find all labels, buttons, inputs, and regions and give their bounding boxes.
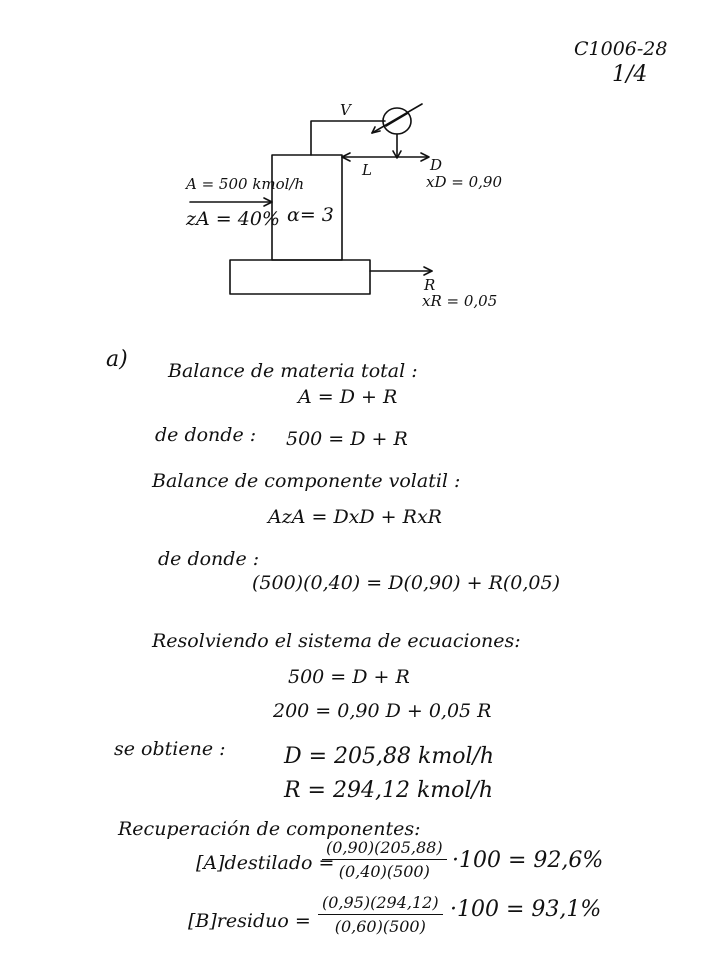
alpha-label: α= 3 [287,204,334,226]
recovery-a-label: [A]destilado = [196,852,335,874]
total-balance-title: Balance de materia total : [168,360,418,382]
result-d: D = 205,88 kmol/h [284,744,495,769]
volatile-balance-title: Balance de componente volatil : [152,470,461,492]
document-code: C1006-28 [574,38,668,60]
system-title: Resolviendo el sistema de ecuaciones: [152,630,521,652]
reboiler-box [230,260,370,294]
recovery-b-fraction [318,893,443,936]
part-label: a) [106,347,128,372]
recovery-a-result: ·100 = 92,6% [452,848,604,873]
result-r: R = 294,12 kmol/h [284,778,494,803]
result-intro: se obtiene : [114,738,226,760]
de-donde-2: de donde : [158,548,260,570]
distillate-composition-label: xD = 0,90 [426,173,502,191]
recovery-a-numerator: (0,90)(205,88) [322,838,447,860]
total-balance-numeric: 500 = D + R [286,428,408,450]
de-donde-1: de donde : [155,424,257,446]
residue-label: R [424,276,436,294]
feed-label: A = 500 kmol/h [186,175,305,193]
residue-composition-label: xR = 0,05 [422,292,498,310]
total-balance-equation: A = D + R [298,386,398,408]
reflux-label: L [362,161,372,179]
distillate-label: D [430,156,443,174]
vapor-line [311,121,385,155]
recovery-b-numerator: (0,95)(294,12) [318,893,443,915]
system-equation-1: 500 = D + R [288,666,410,688]
vapor-label: V [340,101,351,119]
system-equation-2: 200 = 0,90 D + 0,05 R [273,700,492,722]
recovery-b-label: [B]residuo = [188,910,311,932]
recovery-b-denominator: (0,60)(500) [334,917,426,936]
feed-composition-label: zA = 40% [186,208,280,230]
recovery-a-denominator: (0,40)(500) [338,862,430,881]
volatile-balance-numeric: (500)(0,40) = D(0,90) + R(0,05) [252,572,561,594]
page-number: 1/4 [612,62,648,87]
recovery-b-result: ·100 = 93,1% [450,897,602,922]
recovery-a-fraction [322,838,447,881]
recovery-title: Recuperación de componentes: [118,818,421,840]
volatile-balance-equation: AzA = DxD + RxR [268,506,442,528]
